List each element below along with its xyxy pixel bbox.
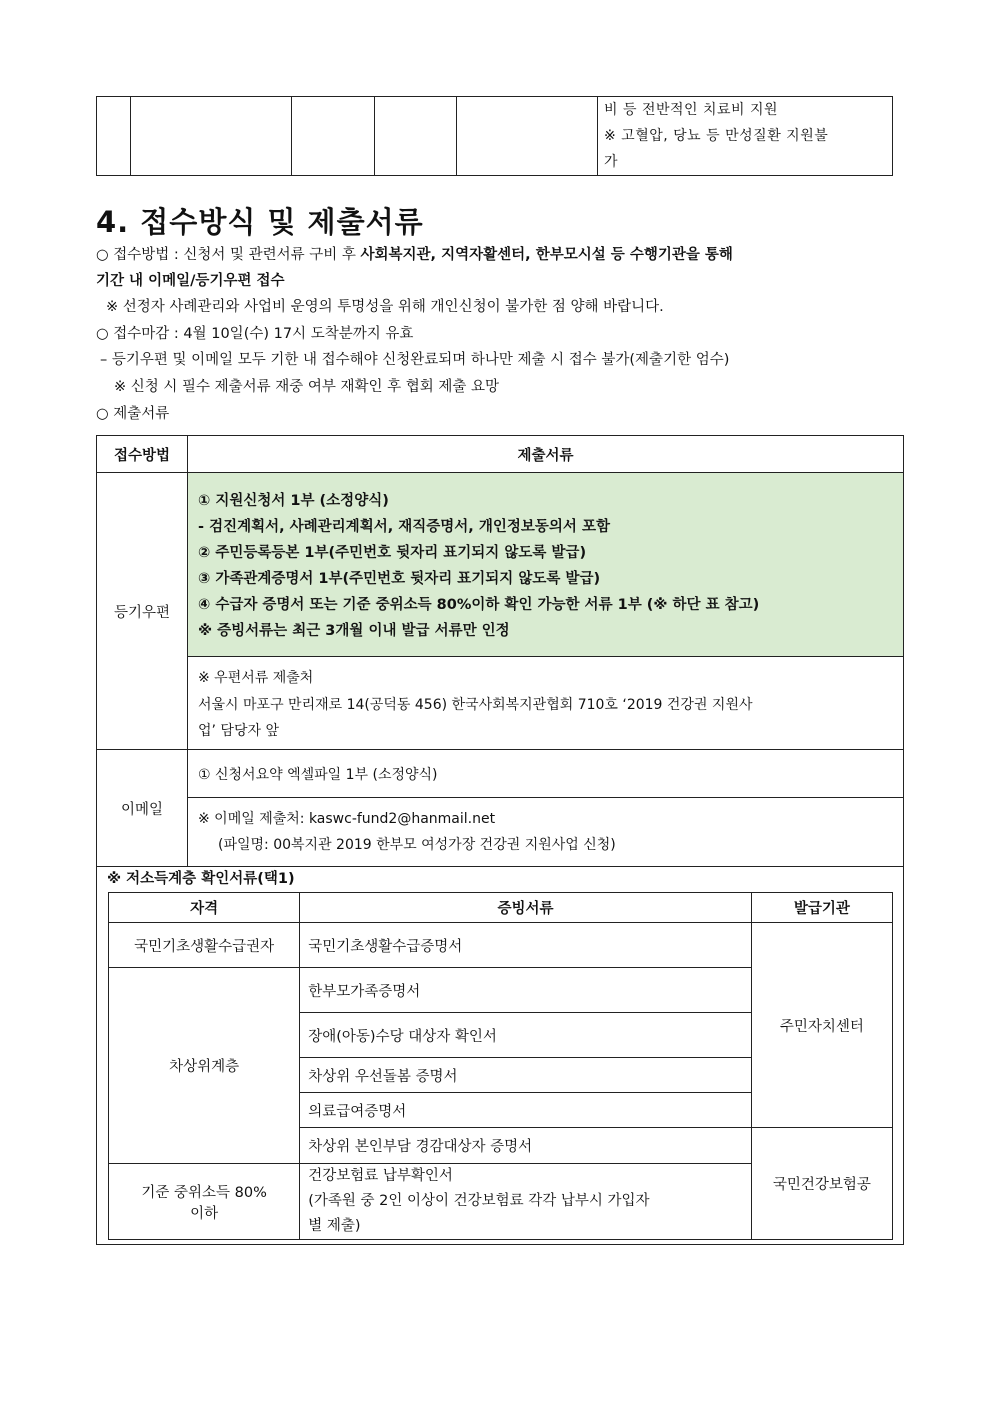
method-line-2: 기간 내 이메일/등기우편 접수 — [96, 273, 285, 289]
email-item-cell — [188, 750, 903, 798]
email-item: ① 신청서요약 엑셀파일 1부 (소정양식) — [198, 767, 438, 783]
low-income-title: ※ 저소득계층 확인서류(택1) — [107, 871, 295, 887]
documents-label: ○ 제출서류 — [96, 406, 170, 422]
empty-cell — [375, 97, 457, 176]
mail-documents-list — [188, 473, 903, 657]
qualification-cell: 차상위계층 — [109, 968, 300, 1164]
method-bold: 사회복지관, 지역자활센터, 한부모시설 등 수행기관을 통해 — [360, 247, 733, 263]
deadline-note-1: – 등기우편 및 이메일 모두 기한 내 접수해야 신청완료되며 하나만 제출 시 접수 불가(제출기한 엄수) — [100, 352, 730, 368]
document-cell — [300, 1164, 752, 1240]
header-method: 접수방법 — [97, 436, 188, 473]
cell-line: 비 등 전반적인 치료비 지원 — [604, 102, 779, 118]
cell-line: ※ 고혈압, 당뇨 등 만성질환 지원불 — [604, 128, 829, 144]
document-cell: 차상위 본인부담 경감대상자 증명서 — [300, 1128, 752, 1164]
cell-line: 건강보험료 납부확인서 — [308, 1168, 453, 1184]
col-header: 증빙서류 — [300, 893, 752, 923]
list-item: - 검진계획서, 사례관리계획서, 재직증명서, 개인정보동의서 포함 — [198, 519, 610, 535]
email-address-cell — [188, 798, 903, 867]
email-filename: (파일명: 00복지관 2019 한부모 여성가장 건강권 지원사업 신청) — [218, 837, 616, 853]
empty-cell — [97, 97, 131, 176]
cell-line: 이하 — [190, 1205, 219, 1222]
method-line-1 — [96, 246, 733, 264]
document-cell: 국민기초생활수급증명서 — [300, 923, 752, 968]
method-note: ※ 선정자 사례관리와 사업비 운영의 투명성을 위해 개인신청이 불가한 점 양해 바랍니다. — [106, 299, 664, 315]
address-line: 서울시 마포구 만리재로 14(공덕동 456) 한국사회복지관협회 710호 ‘2019 건강권 지원사 — [198, 697, 753, 713]
document-cell: 차상위 우선돌봄 증명서 — [300, 1058, 752, 1093]
document-cell: 장애(아동)수당 대상자 확인서 — [300, 1013, 752, 1058]
header-docs: 제출서류 — [188, 436, 903, 473]
cell-line: 가 — [604, 154, 619, 170]
empty-cell — [131, 97, 292, 176]
deadline-line: ○ 접수마감 : 4월 10일(수) 17시 도착분까지 유효 — [96, 326, 414, 342]
email-method-label: 이메일 — [97, 750, 188, 867]
empty-cell — [457, 97, 598, 176]
mail-method-label: 등기우편 — [97, 473, 188, 750]
issuer-cell: 국민건강보험공 — [751, 1128, 892, 1240]
document-cell: 의료급여증명서 — [300, 1093, 752, 1128]
submission-table — [96, 435, 904, 1245]
issuer-cell: 주민자치센터 — [751, 923, 892, 1128]
list-item: ① 지원신청서 1부 (소정양식) — [198, 493, 389, 509]
address-title: ※ 우편서류 제출처 — [198, 670, 314, 686]
list-item: ③ 가족관계증명서 1부(주민번호 뒷자리 표기되지 않도록 발급) — [198, 571, 601, 587]
qualification-cell: 국민기초생활수급권자 — [109, 923, 300, 968]
cell-line: (가족원 중 2인 이상이 건강보험료 각각 납부시 가입자 — [308, 1193, 650, 1209]
cell-line: 기준 중위소득 80% — [141, 1184, 267, 1201]
empty-cell — [292, 97, 375, 176]
list-item: ② 주민등록등본 1부(주민번호 뒷자리 표기되지 않도록 발급) — [198, 545, 587, 561]
col-header: 발급기관 — [751, 893, 892, 923]
mail-address-cell — [188, 657, 903, 750]
email-address: ※ 이메일 제출처: kaswc-fund2@hanmail.net — [198, 811, 496, 827]
qualification-cell — [109, 1164, 300, 1240]
continuation-table — [96, 96, 893, 176]
section-title: 4. 접수방식 및 제출서류 — [96, 205, 424, 239]
method-prefix: ○ 접수방법 : 신청서 및 관련서류 구비 후 — [96, 247, 361, 263]
address-line: 업’ 담당자 앞 — [198, 723, 279, 739]
support-description-cell — [598, 97, 893, 176]
cell-line: 별 제출) — [308, 1218, 361, 1234]
list-item: ④ 수급자 증명서 또는 기준 중위소득 80%이하 확인 가능한 서류 1부 (※ 하단 표 참고) — [198, 597, 760, 613]
deadline-note-2: ※ 신청 시 필수 제출서류 재중 여부 재확인 후 협회 제출 요망 — [114, 379, 500, 395]
low-income-table — [108, 892, 893, 1240]
col-header: 자격 — [109, 893, 300, 923]
document-cell: 한부모가족증명서 — [300, 968, 752, 1013]
list-item: ※ 증빙서류는 최근 3개월 이내 발급 서류만 인정 — [198, 623, 510, 639]
